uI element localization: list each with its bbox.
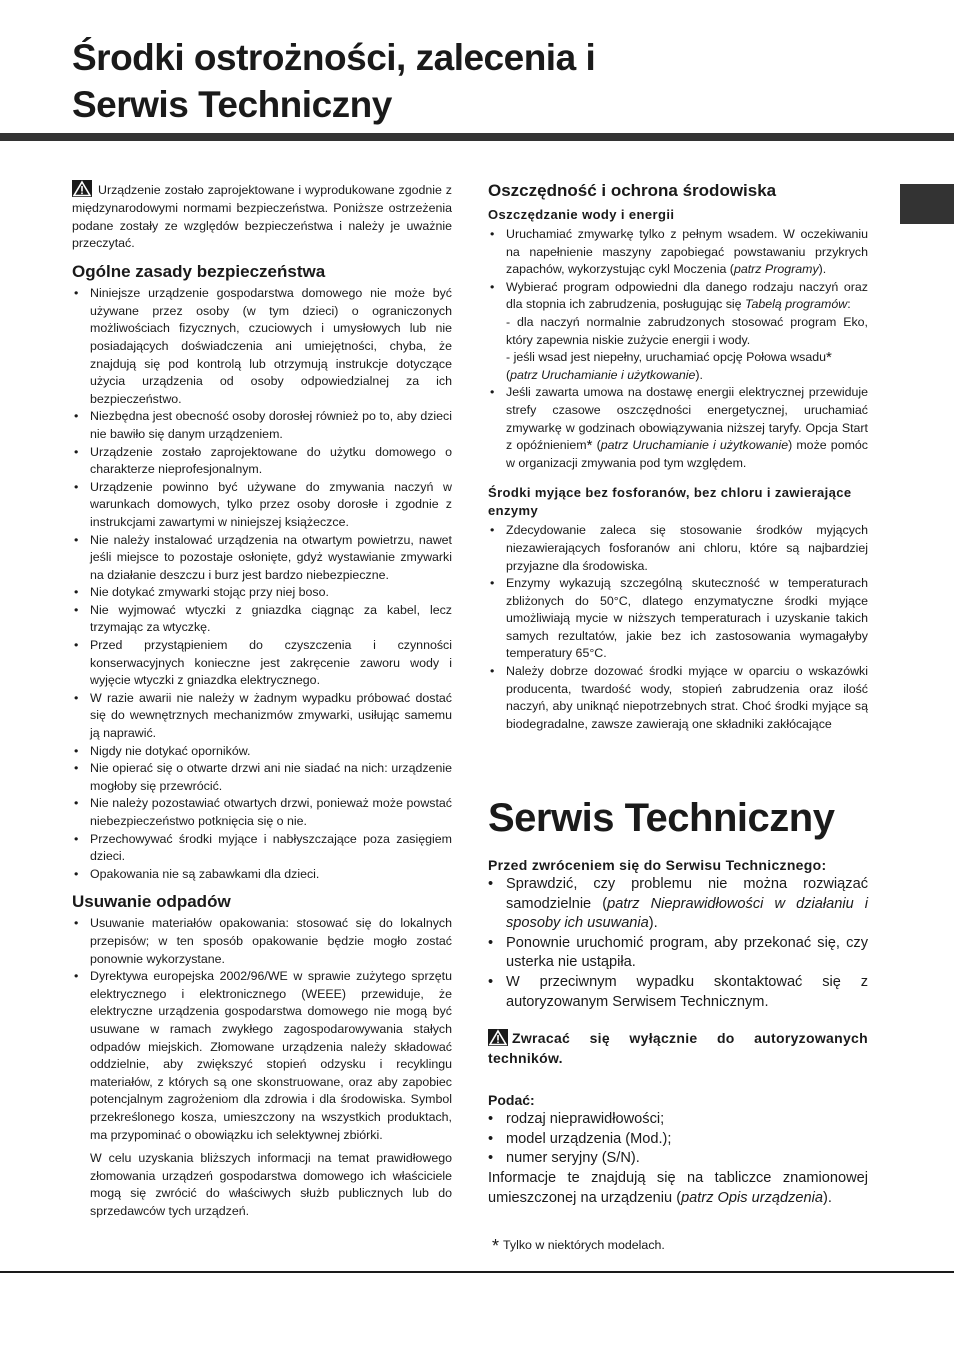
list-item: • Dyrektywa europejska 2002/96/WE w sprawie zużytego sprzętu elektrycznego i elektronicznego (WEEE) przewiduje, że elektryczne urządzenia gospodarstwa domowego nie mogą być usuwane w ramach zwykłego zagospodarowywania stałych odpadów miejskich. Złomowane urządzenia należy składować oddzielnie, aby zwiększyć stopień odzysku i recyklingu materiałów, z których są one skonstruowane, oraz aby zapobiec potencjalnym zagrożeniom dla zdrowia i dla środowiska. Symbol przekreślonego kosza, umieszczony na wszystkich produktach, ma przypominać o obowiązku ich selektywnej zbiórki. [72,968,452,1144]
detergent-heading: Środki myjące bez fosforanów, bez chloru i zawierające enzymy [488,485,852,519]
service-title: Serwis Techniczny [488,796,835,840]
provide-heading: Podać: [488,1092,535,1109]
list-item: • Ponownie uruchomić program, aby przekonać się, czy usterka nie ustąpiła. [488,934,868,973]
intro-paragraph [72,180,452,253]
list-item: • Niezbędna jest obecność osoby dorosłej również po to, aby dzieci nie bawiło się danym urządzeniem. [72,408,452,443]
title-divider [0,133,954,141]
list-item: • Nie wyjmować wtyczki z gniazdka ciągnąc za kabel, lecz trzymając za wtyczkę. [72,602,452,637]
list-item: • Nigdy nie dotykać oporników. [72,743,452,761]
footnote-asterisk: * [586,437,593,455]
intro-text: Urządzenie zostało zaprojektowane i wyprodukowane zgodnie z międzynarodowymi normami bezpieczeństwa. Poniższe ostrzeżenia podane zostały ze względów bezpieczeństwa i należy je uważnie przeczytać. [72,183,452,251]
list-item: • W razie awarii nie należy w żadnym wypadku próbować dostać się do wewnętrznych mechanizmów zmywarki, usiłując samemu ją naprawić. [72,690,452,743]
list-item: • Zdecydowanie zaleca się stosowanie środków myjących niezawierających fosforanów ani chloru, które są najbardziej przyjazne dla środowiska. [488,522,868,575]
list-item: • Sprawdzić, czy problemu nie można rozwiązać samodzielnie (patrz Nieprawidłowości w działaniu i sposoby ich usuwania). [488,875,868,934]
list-item: • Nie należy instalować urządzenia na otwartym powietrzu, nawet jeśli miejsce to pozostaje osłonięte, gdyż wystawianie zmywarki na działanie deszczu i burz jest bardzo niebezpieczne. [72,532,452,585]
list-item: • Urządzenie zostało zaprojektowane do użytku domowego o charakterze nieprofesjonalnym. [72,444,452,479]
service-steps-list [488,875,868,1012]
water-list [488,226,868,472]
left-column [72,180,452,1220]
waste-list [72,915,452,1144]
provide-list [488,1110,868,1169]
page-title-line2: Serwis Techniczny [72,84,392,125]
list-item: • Należy dobrze dozować środki myjące w oparciu o wskazówki producenta, twardość wody, stopień zabrudzenia oraz ilość naczyń, aby uniknąć niepotrzebnych strat. Choć środki myjące są biodegradalne, zawsze zawierają one składniki zakłócające [488,663,868,733]
service-warning-text: Zwracać się wyłącznie do autoryzowanych techników. [488,1030,868,1067]
right-column [488,180,868,733]
warning-triangle-icon [72,180,92,197]
list-item: • rodzaj nieprawidłowości; [488,1110,868,1130]
list-item: • Wybierać program odpowiedni dla danego rodzaju naczyń oraz dla stopnia ich zabrudzenia, posługując się Tabelą programów: - dla naczyń normalnie zabrudzonych stosować program Eko, który zapewnia niskie zużycie energii i wody. - jeśli wsad jest niepełny, uruchamiać opcję Połowa wsadu* (patrz Uruchamianie i użytkowanie). [488,279,868,385]
warning-triangle-icon [488,1029,508,1046]
list-item: • Uruchamiać zmywarkę tylko z pełnym wsadem. W oczekiwaniu na napełnienie maszyny zapobiegać powstawaniu przykrych zapachów, wykorzystując cykl Moczenia (patrz Programy). [488,226,868,279]
list-item: • Urządzenie powinno być używane do zmywania naczyń w warunkach domowych, tylko przez osoby dorosłe i zgodnie z instrukcjami zawartymi w niniejszej książeczce. [72,479,452,532]
waste-heading: Usuwanie odpadów [72,892,231,912]
list-item: • Przechowywać środki myjące i nabłyszczające poza zasięgiem dzieci. [72,831,452,866]
list-item: • numer seryjny (S/N). [488,1149,868,1169]
list-item: • Jeśli zawarta umowa na dostawę energii elektrycznej przewiduje strefy czasowe oszczędności energetycznej, uruchamiać zmywarkę w godzinach obowiązywania niższej taryfy. Opcja Start z opóźnieniem* (patrz Uruchamianie i użytkowanie) może pomóc w organizacji zmywania pod tym względem. [488,384,868,472]
detergent-list [488,522,868,733]
waste-paragraph: W celu uzyskania bliższych informacji na temat prawidłowego złomowania urządzeń gospodarstwa domowego ich właściciele mogą się zwrócić do właściwych służb publicznych lub do sprzedawców tych urządzeń. [90,1151,452,1218]
page-title-line1: Środki ostrożności, zalecenia i [72,37,596,78]
list-item: • Nie opierać się o otwarte drzwi ani nie siadać na nich: urządzenie mogłoby się przewrócić. [72,760,452,795]
list-item: • Enzymy wykazują szczególną skuteczność w temperaturach zbliżonych do 50°C, dlatego enzymatyczne środki myjące umożliwiają mycie w niższych temperaturach i uzyskanie takich samych rezultatów, jakie bez ich zastosowania wymagałyby temperatury 65°C. [488,575,868,663]
service-intro-heading: Przed zwróceniem się do Serwisu Technicznego: [488,857,827,873]
footnote-text: Tylko w niektórych modelach. [503,1238,665,1252]
list-item: • W przeciwnym wypadku skontaktować się z autoryzowanym Serwisem Technicznym. [488,973,868,1012]
bottom-divider [0,1271,954,1273]
list-item: • Opakowania nie są zabawkami dla dzieci. [72,866,452,884]
list-item: • Usuwanie materiałów opakowania: stosować się do lokalnych przepisów; w ten sposób opakowanie będzie mogło zostać ponownie wykorzystane. [72,915,452,968]
list-item: • Nie dotykać zmywarki stojąc przy niej boso. [72,584,452,602]
list-item: • Przed przystąpieniem do czyszczenia i czynności konserwacyjnych konieczne jest zakręcenie zaworu wody i wyjęcie wtyczki z gniazdka elektrycznego. [72,637,452,690]
safety-list [72,285,452,883]
page-title [72,34,872,128]
water-energy-heading: Oszczędzanie wody i energii [488,207,675,222]
eco-heading: Oszczędność i ochrona środowiska [488,181,777,200]
service-section [488,793,868,1208]
footnote [492,1236,665,1255]
list-item: • model urządzenia (Mod.); [488,1130,868,1150]
nameplate-info: Informacje te znajdują się na tabliczce znamionowej umieszczonej na urządzeniu (patrz Opis urządzenia). [488,1169,868,1206]
footnote-asterisk: * [492,1236,500,1256]
list-item: • Niniejsze urządzenie gospodarstwa domowego nie może być używane przez osoby (w tym dzieci) o ograniczonych możliwościach fizycznych, czuciowych i umysłowych lub nie posiadających doświadczenia ani umiejętności, chyba, że znajdują się pod kontrolą lub otrzymują instrukcje dotyczące użycia urządzenia od osoby odpowiedzialnej za ich bezpieczeństwo. [72,285,452,408]
service-warning [488,1028,868,1068]
footnote-asterisk: * [826,349,832,367]
list-item: • Nie należy pozostawiać otwartych drzwi, ponieważ może powstać niebezpieczeństwo potknięcia się o nie. [72,795,452,830]
section-tab [900,184,954,224]
safety-heading: Ogólne zasady bezpieczeństwa [72,262,326,282]
